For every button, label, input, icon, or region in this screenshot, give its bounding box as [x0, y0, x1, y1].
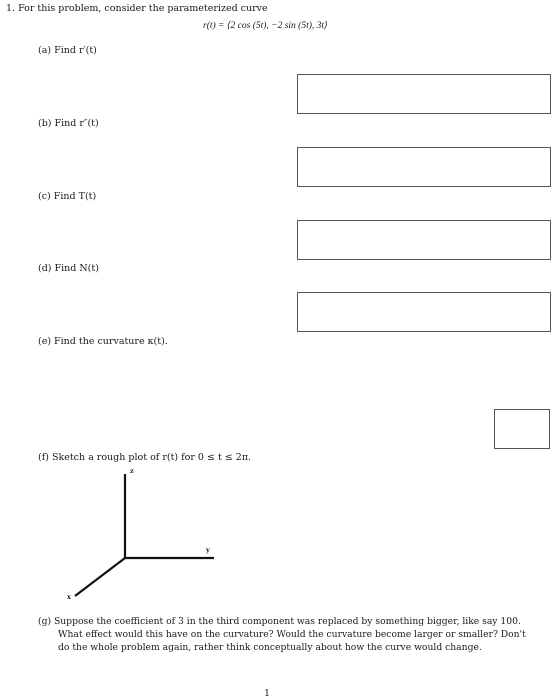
curve-equation: r(t) = ⟨2 cos (5t), −2 sin (5t), 3t⟩ [203, 21, 328, 31]
y-axis-label: y [206, 546, 210, 554]
part-e-label: (e) Find the curvature κ(t). [38, 336, 168, 347]
x-axis [75, 558, 125, 596]
problem-intro: 1. For this problem, consider the parameterized curve [6, 3, 268, 14]
part-b-label: (b) Find r″(t) [38, 118, 99, 129]
x-axis-label: x [67, 593, 71, 601]
part-g-text: (g) Suppose the coefficient of 3 in the third component was replaced by something bigger, like say 100. What effect would this have on the curvature? Would the curvature become larger or smaller? Don't do the whole problem again, rather think conceptually about how the curve would change. [38, 616, 526, 654]
part-d-label: (d) Find N(t) [38, 263, 99, 274]
page-number: 1 [264, 688, 271, 699]
part-f-label: (f) Sketch a rough plot of r(t) for 0 ≤ t ≤ 2π. [38, 452, 252, 463]
part-c-label: (c) Find T(t) [38, 191, 97, 202]
part-a-label: (a) Find r′(t) [38, 45, 97, 56]
z-axis-label: z [130, 467, 134, 475]
